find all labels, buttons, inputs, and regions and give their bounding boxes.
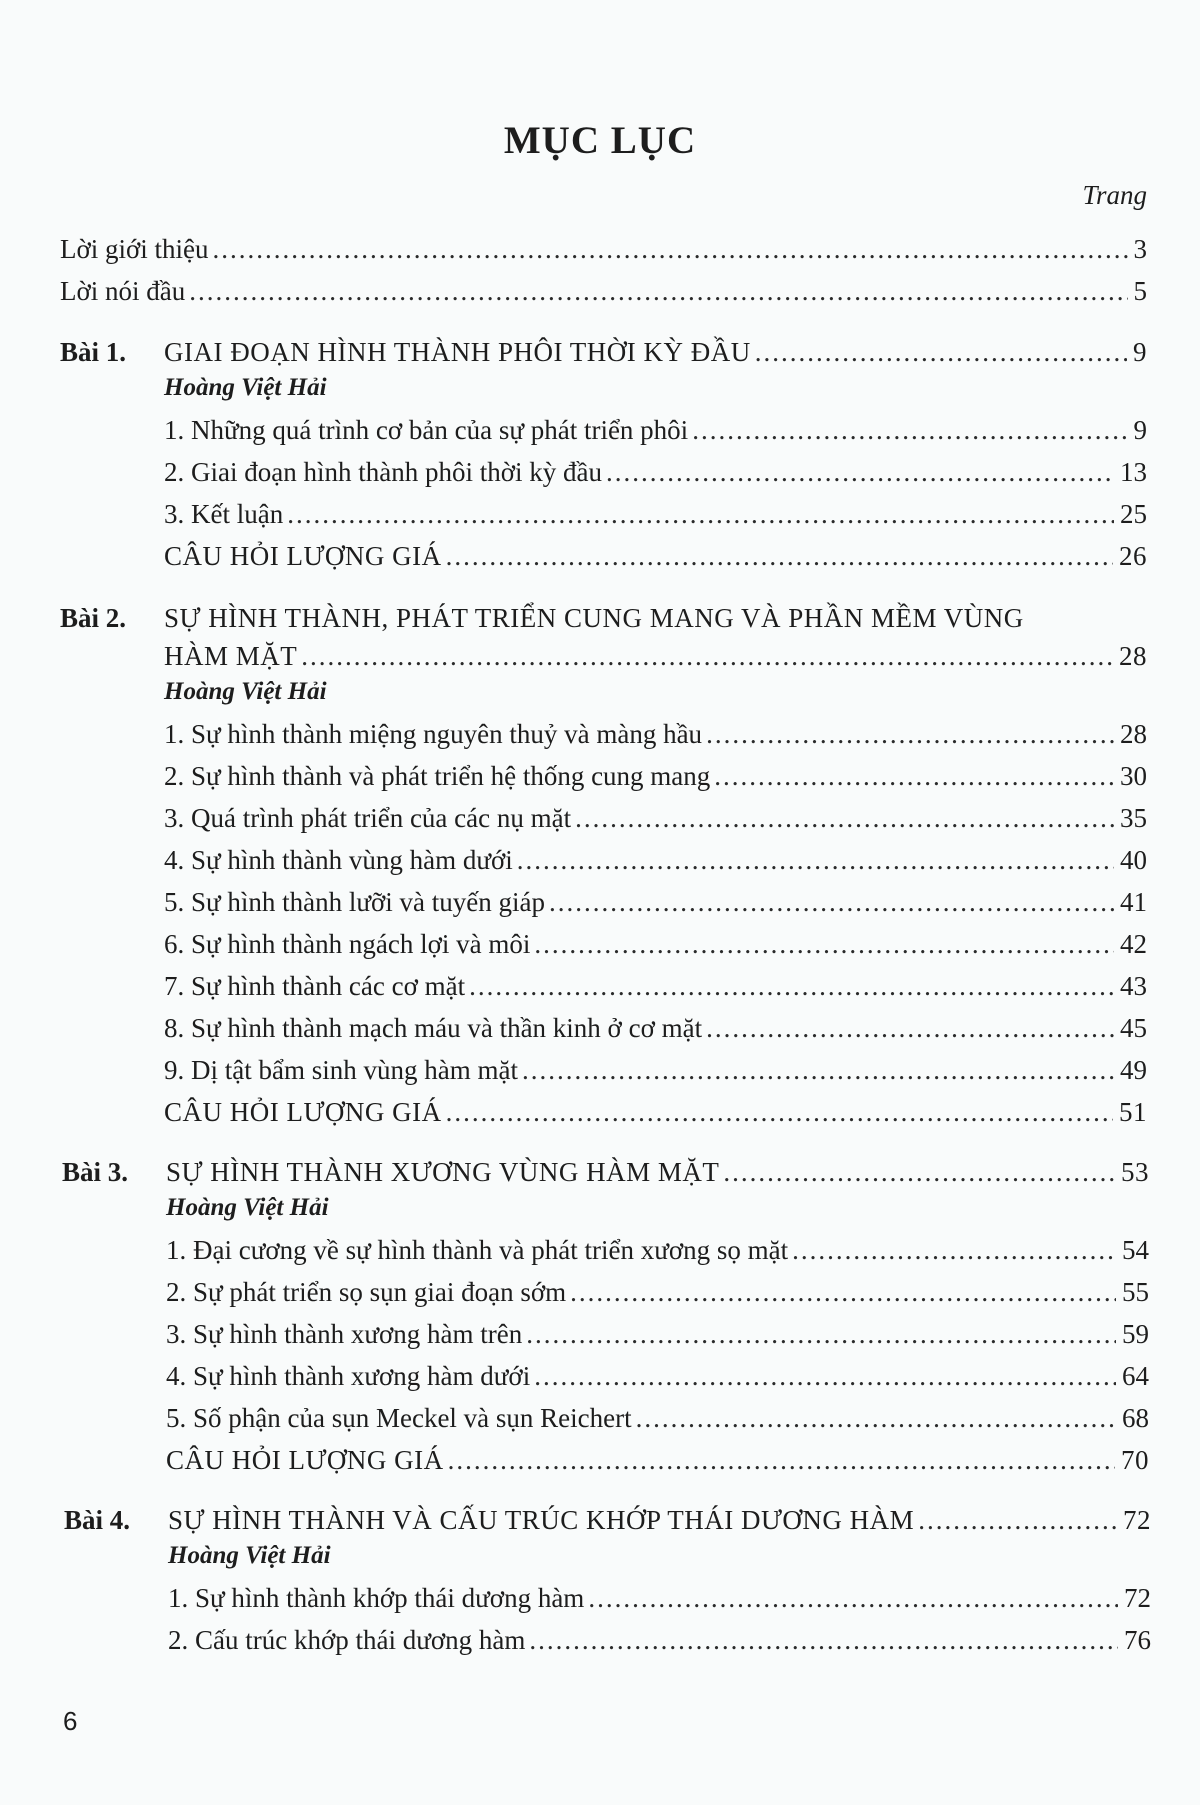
toc-entry-text: 8. Sự hình thành mạch máu và thần kinh ở cơ mặt xyxy=(164,1013,703,1043)
lesson-title-text: SỰ HÌNH THÀNH XƯƠNG VÙNG HÀM MẶT xyxy=(166,1157,720,1187)
toc-entry-page: 26 xyxy=(1119,541,1147,571)
lesson-title-page: 28 xyxy=(1119,641,1147,671)
dot-leader xyxy=(534,927,1114,961)
toc-entry[interactable] xyxy=(166,1233,1149,1267)
toc-entry-text: 2. Cấu trúc khớp thái dương hàm xyxy=(168,1625,526,1655)
dot-leader xyxy=(570,1275,1116,1309)
toc-entry-text: 1. Những quá trình cơ bản của sự phát triển phôi xyxy=(164,415,689,445)
toc-entry-page: 45 xyxy=(1120,1013,1147,1043)
dot-leader xyxy=(575,801,1114,835)
toc-entry[interactable] xyxy=(166,1401,1149,1435)
lesson-author: Hoàng Việt Hải xyxy=(168,1542,331,1569)
page-column-label: Trang xyxy=(1082,180,1147,210)
toc-entry[interactable] xyxy=(168,1623,1151,1657)
toc-entry-text: 1. Sự hình thành miệng nguyên thuỷ và màng hầu xyxy=(164,719,703,749)
toc-entry-text: 2. Sự phát triển sọ sụn giai đoạn sớm xyxy=(166,1277,567,1307)
dot-leader xyxy=(606,455,1114,489)
toc-entry-page: 51 xyxy=(1119,1097,1147,1127)
dot-leader xyxy=(517,843,1114,877)
toc-entry-text: 3. Kết luận xyxy=(164,499,284,529)
toc-entry-text: 4. Sự hình thành vùng hàm dưới xyxy=(164,845,513,875)
dot-leader xyxy=(522,1053,1114,1087)
dot-leader xyxy=(636,1401,1116,1435)
toc-entry[interactable] xyxy=(166,1275,1149,1309)
toc-entry-page: 30 xyxy=(1120,761,1147,791)
dot-leader xyxy=(213,232,1128,266)
dot-leader xyxy=(446,1095,1113,1129)
page-number: 6 xyxy=(63,1706,78,1736)
lesson-title-3[interactable] xyxy=(166,1155,1149,1189)
toc-entry[interactable] xyxy=(164,969,1147,1003)
toc-entry-page: 41 xyxy=(1120,887,1147,917)
toc-entry-page: 9 xyxy=(1133,415,1147,445)
toc-entry-text: 4. Sự hình thành xương hàm dưới xyxy=(166,1361,531,1391)
lesson-label: Bài 2. xyxy=(60,603,127,633)
toc-entry[interactable] xyxy=(164,455,1147,489)
toc-entry-text: 7. Sự hình thành các cơ mặt xyxy=(164,971,466,1001)
toc-entry-page: 13 xyxy=(1120,457,1147,487)
lesson-title-text: HÀM MẶT xyxy=(164,641,298,671)
toc-entry-page: 25 xyxy=(1120,499,1147,529)
toc-entry-review-questions[interactable] xyxy=(164,1095,1147,1129)
toc-entry[interactable] xyxy=(166,1359,1149,1393)
toc-entry-page: 70 xyxy=(1121,1445,1149,1475)
toc-entry[interactable] xyxy=(164,717,1147,751)
lesson-title-text: SỰ HÌNH THÀNH VÀ CẤU TRÚC KHỚP THÁI DƯƠNG HÀM xyxy=(168,1505,915,1535)
toc-entry-text: CÂU HỎI LƯỢNG GIÁ xyxy=(166,1445,444,1475)
toc-entry-text: CÂU HỎI LƯỢNG GIÁ xyxy=(164,1097,442,1127)
dot-leader xyxy=(448,1443,1115,1477)
toc-entry-page: 76 xyxy=(1124,1625,1151,1655)
dot-leader xyxy=(301,639,1113,673)
toc-entry[interactable] xyxy=(164,497,1147,531)
toc-entry-text: 5. Sự hình thành lưỡi và tuyến giáp xyxy=(164,887,546,917)
toc-entry-text: Lời nói đầu xyxy=(60,276,186,306)
dot-leader xyxy=(918,1503,1117,1537)
toc-entry-page: 59 xyxy=(1122,1319,1149,1349)
toc-entry-text: 2. Giai đoạn hình thành phôi thời kỳ đầu xyxy=(164,457,602,487)
page-title: MỤC LỤC xyxy=(503,119,697,162)
toc-entry-page: 42 xyxy=(1120,929,1147,959)
lesson-title-page: 53 xyxy=(1121,1157,1149,1187)
lesson-label: Bài 1. xyxy=(60,337,127,367)
toc-entry-page: 40 xyxy=(1120,845,1147,875)
toc-entry-review-questions[interactable] xyxy=(166,1443,1149,1477)
toc-entry-page: 43 xyxy=(1120,971,1147,1001)
dot-leader xyxy=(526,1317,1116,1351)
dot-leader xyxy=(469,969,1114,1003)
toc-entry[interactable] xyxy=(164,1011,1147,1045)
dot-leader xyxy=(706,1011,1114,1045)
toc-entry[interactable] xyxy=(164,843,1147,877)
lesson-title-4[interactable] xyxy=(168,1503,1151,1537)
toc-entry-intro[interactable] xyxy=(60,232,1147,266)
toc-entry-page: 5 xyxy=(1133,276,1147,306)
toc-entry-text: 9. Dị tật bẩm sinh vùng hàm mặt xyxy=(164,1055,518,1085)
toc-entry-page: 68 xyxy=(1122,1403,1149,1433)
dot-leader xyxy=(714,759,1114,793)
toc-entry[interactable] xyxy=(168,1581,1151,1615)
dot-leader xyxy=(692,413,1127,447)
lesson-title-page: 72 xyxy=(1123,1505,1151,1535)
lesson-author: Hoàng Việt Hải xyxy=(164,374,327,401)
lesson-author: Hoàng Việt Hải xyxy=(166,1194,329,1221)
dot-leader xyxy=(549,885,1114,919)
dot-leader xyxy=(189,274,1127,308)
toc-entry-preface[interactable] xyxy=(60,274,1147,308)
toc-entry-text: 3. Sự hình thành xương hàm trên xyxy=(166,1319,523,1349)
toc-entry-page: 55 xyxy=(1122,1277,1149,1307)
toc-entry[interactable] xyxy=(164,885,1147,919)
toc-entry-text: Lời giới thiệu xyxy=(60,234,209,264)
dot-leader xyxy=(287,497,1114,531)
toc-entry-text: 1. Đại cương về sự hình thành và phát triển xương sọ mặt xyxy=(166,1235,789,1265)
dot-leader xyxy=(529,1623,1118,1657)
lesson-author: Hoàng Việt Hải xyxy=(164,678,327,705)
lesson-label: Bài 3. xyxy=(62,1157,129,1187)
toc-entry-page: 28 xyxy=(1120,719,1147,749)
toc-entry-page: 3 xyxy=(1133,234,1147,264)
toc-entry-review-questions[interactable] xyxy=(164,539,1147,573)
toc-entry-text: 1. Sự hình thành khớp thái dương hàm xyxy=(168,1583,585,1613)
dot-leader xyxy=(588,1581,1118,1615)
toc-entry-text: 5. Số phận của sụn Meckel và sụn Reichert xyxy=(166,1403,632,1433)
lesson-title-1[interactable] xyxy=(164,335,1147,369)
dot-leader xyxy=(792,1233,1116,1267)
toc-entry-page: 54 xyxy=(1122,1235,1149,1265)
toc-entry-page: 64 xyxy=(1122,1361,1149,1391)
toc-entry-text: 2. Sự hình thành và phát triển hệ thống cung mang xyxy=(164,761,711,791)
toc-entry[interactable] xyxy=(164,413,1147,447)
dot-leader xyxy=(723,1155,1115,1189)
toc-entry-page: 49 xyxy=(1120,1055,1147,1085)
toc-entry-text: CÂU HỎI LƯỢNG GIÁ xyxy=(164,541,442,571)
lesson-title-line[interactable]: SỰ HÌNH THÀNH, PHÁT TRIỂN CUNG MANG VÀ PHẦN MỀM VÙNG xyxy=(164,603,1024,633)
toc-entry-page: 72 xyxy=(1124,1583,1151,1613)
toc-entry-text: 3. Quá trình phát triển của các nụ mặt xyxy=(164,803,572,833)
toc-entry-page: 35 xyxy=(1120,803,1147,833)
lesson-title-page: 9 xyxy=(1133,337,1147,367)
dot-leader xyxy=(534,1359,1116,1393)
toc-entry[interactable] xyxy=(164,927,1147,961)
lesson-label: Bài 4. xyxy=(64,1505,131,1535)
dot-leader xyxy=(446,539,1113,573)
lesson-title-2[interactable] xyxy=(164,639,1147,673)
dot-leader xyxy=(755,335,1127,369)
lesson-title-text: GIAI ĐOẠN HÌNH THÀNH PHÔI THỜI KỲ ĐẦU xyxy=(164,337,751,367)
toc-entry[interactable] xyxy=(164,759,1147,793)
toc-entry[interactable] xyxy=(164,801,1147,835)
dot-leader xyxy=(706,717,1114,751)
toc-entry[interactable] xyxy=(166,1317,1149,1351)
toc-entry[interactable] xyxy=(164,1053,1147,1087)
toc-entry-text: 6. Sự hình thành ngách lợi và môi xyxy=(164,929,531,959)
